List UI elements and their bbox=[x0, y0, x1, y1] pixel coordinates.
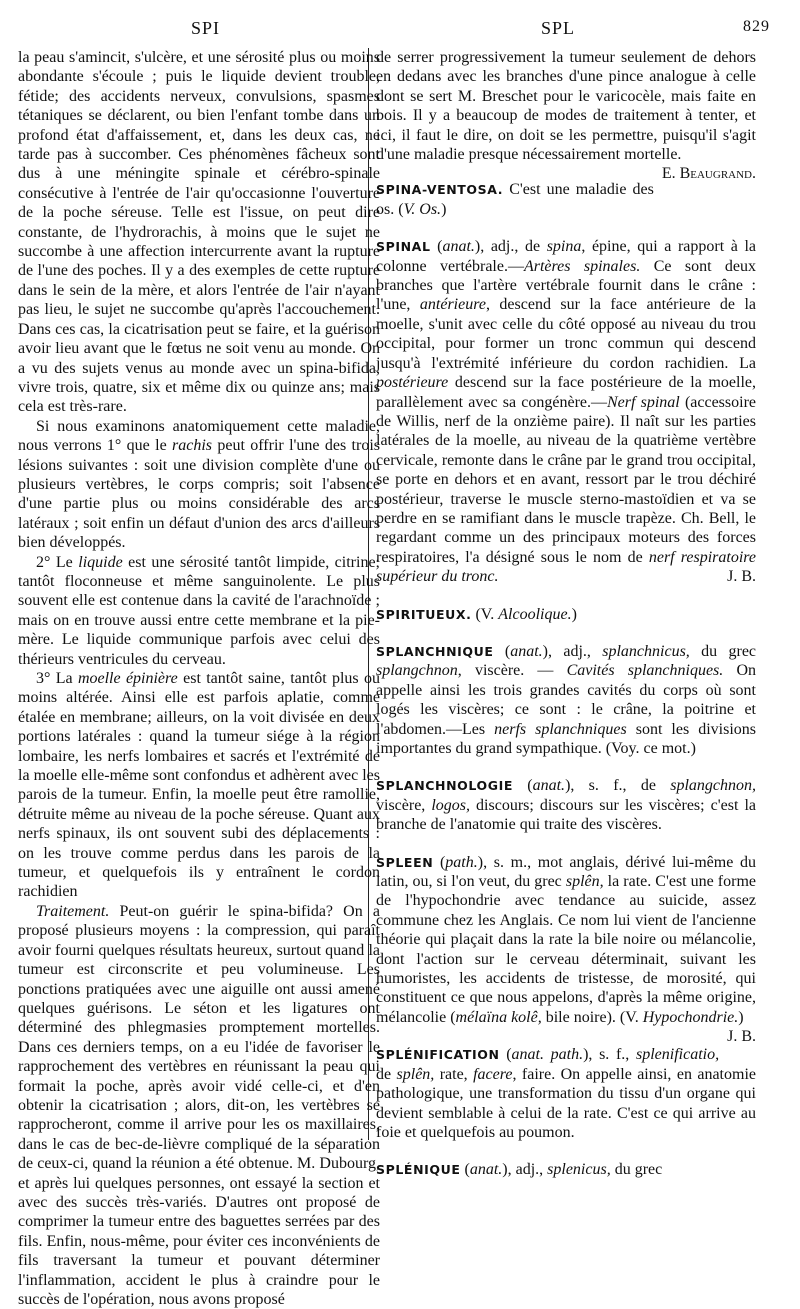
entry-text: rate, bbox=[434, 1065, 474, 1083]
entry-text: ), s. m., mot anglais, dérivé lui-même du latin, ou, si l'on veut, du grec bbox=[376, 853, 757, 891]
italic-term: liquide bbox=[78, 553, 123, 571]
domain-label: anat. bbox=[510, 642, 543, 660]
domain-label: anat. bbox=[532, 777, 566, 795]
italic-term: moelle épinière bbox=[77, 670, 178, 687]
entry-text: (V. bbox=[471, 605, 499, 623]
italic-term: nerfs splanchniques bbox=[494, 720, 627, 738]
headword: SPLANCHNIQUE bbox=[376, 643, 494, 659]
cross-reference: V. Os. bbox=[403, 200, 442, 218]
running-header bbox=[18, 18, 782, 42]
left-column bbox=[18, 48, 380, 1308]
entry-text: Ce sont deux branches que l'artère vertébrale fournit dans le crâne : l'une, bbox=[376, 257, 757, 314]
italic-term: Cavités splanchniques. bbox=[566, 662, 724, 680]
headword: SPINAL bbox=[376, 239, 431, 255]
entry-text: la rate. C'est une forme de l'hypochondrie avec tendance au suicide, assez commune chez les Anglais. Ce nom lui vient de l'ancienne théorie qui plaçait dans la rate la bile noire ou mélancolie, dont l'action sur le cerveau déterminait, suivant les humoristes, les accidents de tristesse, de morosité, qui constituent ce que nous appelons, d'après la même origine, mélancolie ( bbox=[376, 873, 757, 1026]
paragraph-text: Peut-on guérir le spina-bifida? On a proposé plusieurs moyens : la compression, qui paraît avoir fourni quelques résultats heureux, surtout quand la tumeur est circonscrite et peu volumineuse. Les ponctions pratiquées avec une aiguille ont aussi amené quelques guérisons. Le séton et les ligatures ont déterminé des phlegmasies promptement mortelles. Dans ces derniers temps, on a eu l'idée de favoriser le rapprochement des vertèbres en réunissant la peau qui formait la poche, après avoir vidé celle-ci, et d'en obtenir la cicatrisation ; alors, dit-on, les vertèbres se rapprocheront, comme il arrive pour les os maxillaires, dans le cas de bec-de-lièvre compliqué de la séparation de ceux-ci, quand la réunion a été obtenue. M. Dubourg, et après lui quelques personnes, ont essayé la section et avec des succès très-variés. D'autres ont proposé de comprimer la tumeur entre des baguettes serrées par des fils. Enfin, nous-même, pour éviter ces inconvénients de fils traversant la tumeur et pouvant déterminer l'inflammation, accident le plus à craindre pour le succès de l'opération, nous avons proposé bbox=[18, 902, 380, 1308]
italic-term: antérieure bbox=[419, 296, 486, 314]
paragraph-text: peut offrir l'une des trois lésions suivantes : soit une division complète d'une ou plusieurs vertèbres, le corps compris; soit l'absence d'une partie plus ou moins considérable des arcs latéraux ; soit enfin un défaut d'union des arcs d'ailleurs bien développés. bbox=[18, 437, 380, 552]
author-signature: E. Beaugrand. bbox=[661, 165, 756, 183]
right-running-title: SPL bbox=[540, 18, 576, 38]
italic-term: mélaïna kolê, bbox=[455, 1008, 542, 1026]
page-number: 829 bbox=[743, 18, 770, 35]
paragraph bbox=[18, 48, 380, 417]
entry-text: ( bbox=[499, 1046, 512, 1064]
italic-term: spina bbox=[546, 238, 582, 256]
entry-text: ), adj., bbox=[502, 1161, 548, 1179]
entry-text: ), s. f., de bbox=[565, 777, 671, 795]
italic-term: postérieure bbox=[376, 374, 449, 392]
entry-text: , viscère. — bbox=[457, 662, 567, 680]
italic-term: splên, bbox=[565, 873, 604, 891]
domain-label: anat. bbox=[442, 238, 475, 256]
headword: SPLÉNIQUE bbox=[376, 1162, 461, 1178]
entry-text: ) bbox=[738, 1008, 744, 1026]
entry-text: ( bbox=[460, 1161, 470, 1179]
paragraph-text: 2° Le bbox=[36, 553, 79, 571]
headword: SPIRITUEUX. bbox=[376, 606, 472, 622]
paragraph-text: est une sérosité tantôt limpide, citrine; tantôt floconneuse et même sanguinolente. Le plus souvent elle est contenue dans la cavité de l'arachnoïde ; mais on en trouve aussi entre cette membrane et la pie-mère. Le liquide communique parfois avec celui des thérieurs ventricules du cerveau. bbox=[18, 553, 380, 668]
paragraph-text: est tantôt saine, tantôt plus ou moins altérée. Ainsi elle est parfois aplatie, comme étalée en membrane; ailleurs, on la voit divisée en deux portions latérales : quand la tumeur siége à la région lombaire, les nerfs lombaires et sacrés et l'extrémité de la moelle elle-même sont confondus et adhèrent avec les parois de la tumeur. Enfin, la moelle peut être ramollie, détruite même au niveau de la poche séreuse. Quant aux nerfs spinaux, ils ont souvent subi des déplacements : on les trouve comme perdus dans les parois de la tumeur, et quelquefois ils y entraînent le cordon rachidien bbox=[18, 670, 380, 901]
entry-splanchnique bbox=[376, 642, 756, 758]
entry-text: ( bbox=[433, 853, 446, 871]
entry-text: C'est une maladie des os. ( bbox=[376, 181, 654, 218]
entry-text: , descend sur la face antérieure de la moelle, s'unit avec celle du côté opposé au niveau du trou occipital, pour former un tronc commun qui descend jusqu'à l'extrémité inférieure du cordon rachidien. La bbox=[376, 296, 756, 372]
entry-text: viscère, bbox=[376, 796, 432, 814]
entry-text: du grec bbox=[610, 1161, 663, 1179]
cross-reference: Hypochondrie. bbox=[642, 1008, 739, 1026]
italic-term: splenicus, bbox=[547, 1161, 611, 1179]
entry-text: descend sur la face postérieure de la moelle, parallèlement avec sa congénère.— bbox=[376, 374, 756, 411]
author-signature: J. B. bbox=[727, 568, 756, 586]
italic-term: logos, bbox=[431, 796, 471, 814]
italic-term: facere bbox=[473, 1065, 513, 1083]
italic-term: splenificatio, bbox=[635, 1046, 720, 1064]
italic-term: Artères spinales. bbox=[523, 257, 641, 275]
cross-reference: Alcoolique. bbox=[498, 605, 572, 623]
italic-term: splên, bbox=[396, 1065, 435, 1083]
left-running-title: SPI bbox=[190, 18, 220, 38]
entry-splenification bbox=[376, 1045, 756, 1142]
entry-spinal bbox=[376, 237, 756, 586]
entry-text: bile noire). (V. bbox=[541, 1008, 643, 1026]
italic-term: splanchnicus, bbox=[602, 642, 690, 660]
entry-spleen bbox=[376, 853, 757, 1046]
entry-text: ( bbox=[512, 777, 533, 795]
author-signature: J. B. bbox=[727, 1028, 756, 1046]
paragraph-text: 3° La bbox=[36, 670, 78, 687]
entry-text: ( bbox=[430, 238, 443, 256]
italic-term: rachis bbox=[172, 437, 213, 455]
headword: SPINA-VENTOSA. bbox=[376, 182, 504, 198]
entry-text: ) bbox=[571, 605, 577, 623]
entry-text: ( bbox=[493, 642, 511, 660]
italic-term: nerf respiratoire supérieur du tronc. bbox=[376, 548, 757, 586]
entry-text: du grec bbox=[689, 642, 757, 660]
headword: SPLEEN bbox=[376, 854, 434, 870]
domain-label: path. bbox=[445, 853, 478, 871]
entry-text: de bbox=[376, 1065, 397, 1083]
entry-text: (accessoire de Willis, nerf de la onzième paire). Il naît sur les parties latérales de la moelle, au niveau de la quatrième vertèbre cervicale, remonte dans le crâne par le grand trou occipital, se porte en dehors et en avant, ressort par le trou déchiré postérieur, traverse le muscle sterno-mastoïdien et va se perdre en se ramifiant dans le muscle trapèze. Ch. Bell, le regardant comme un des principaux moteurs des forces respiratoires, l'a désigné sous le nom de bbox=[376, 393, 756, 566]
paragraph bbox=[376, 48, 756, 183]
entry-text: On appelle ainsi les trois grandes cavités du corps où sont logés les viscères; ce sont : le crâne, la poitrine et l'abdomen.—Les bbox=[376, 662, 756, 738]
paragraph-text: de serrer progressivement la tumeur seulement de dehors en dedans avec les branches d'une pince analogue à celle dont se sert M. Breschet pour le varicocèle, mais faite en bois. Il y a beaucoup de modes de traitement à tenter, et ici, il faut le dire, on doit se les permettre, puisqu'il s'agit d'une maladie presque nécessairement mortelle. bbox=[376, 49, 756, 164]
paragraph bbox=[18, 417, 380, 553]
domain-label: anat. path. bbox=[511, 1046, 584, 1064]
paragraph-text: Si nous examinons anatomiquement cette maladie, nous verrons 1° que le bbox=[18, 417, 380, 455]
entry-spina-ventosa bbox=[376, 180, 756, 219]
entry-text: discours; discours sur les viscères; c'est la branche de l'anatomie qui traite des viscères. bbox=[376, 796, 756, 834]
italic-term: Nerf spinal bbox=[607, 393, 680, 411]
entry-splenique bbox=[376, 1160, 756, 1179]
paragraph bbox=[18, 553, 380, 669]
entry-spiritueux bbox=[376, 605, 756, 624]
entry-text: sont les divisions importantes du grand sympathique. (Voy. ce mot.) bbox=[376, 720, 757, 757]
entry-text: , épine, qui a rapport à la colonne vertébrale.— bbox=[376, 238, 757, 275]
entry-text: ), s. f., bbox=[583, 1046, 636, 1064]
domain-label: anat. bbox=[469, 1161, 503, 1179]
headword: SPLÉNIFICATION bbox=[376, 1047, 500, 1063]
entry-text: ), adj., de bbox=[474, 238, 547, 256]
entry-splanchnologie bbox=[376, 776, 756, 834]
italic-term: Traitement. bbox=[36, 902, 110, 920]
italic-term: splangchnon, bbox=[670, 777, 757, 795]
entry-text: , faire. On appelle ainsi, en anatomie pathologique, une transformation du tissu d'un organe qui devient semblable à celui de la rate. C'est ce qui arrive au foie et quelquefois au poumon. bbox=[376, 1065, 756, 1141]
right-column bbox=[376, 48, 757, 1179]
paragraph-text: la peau s'amincit, s'ulcère, et une sérosité plus ou moins abondante s'écoule ; puis le liquide devient trouble, fétide; des accidents nerveux, convulsions, spasmes tétaniques se déclarent, ou bien l'enfant tombe dans un profond état d'affaissement, et, dans les deux cas, ne tarde pas à succomber. Ces phénomènes fâcheux sont dus à une méningite spinale et cérébro-spinale consécutive à l'entrée de l'air qu'occasionne l'ouverture de la poche séreuse. Telle est l'issue, on peut dire constante, de l'hydrorachis, à moins que le sujet ne succombe à une affection intercurrente avant la rupture de l'une des poches. Il y a des exemples de cette rupture dans le sein de la mère, et alors l'entrée de l'air n'ayant pas lieu, le sujet ne succombe qu'après l'accouchement. Dans ces cas, la cicatrisation peut se faire, et la guérison avoir lieu avant que le fœtus ne soit venu au monde. On a vu des sujets venus au monde avec un spina-bifida, vivre trois, quatre, six et même dix ou quinze ans; mais cela est très-rare. bbox=[18, 49, 380, 416]
entry-text: ), adj., bbox=[542, 642, 603, 660]
paragraph bbox=[18, 669, 380, 902]
italic-term: splangchnon bbox=[376, 662, 458, 680]
entry-text: ) bbox=[441, 200, 447, 218]
headword: SPLANCHNOLOGIE bbox=[376, 778, 513, 794]
paragraph bbox=[18, 902, 380, 1309]
